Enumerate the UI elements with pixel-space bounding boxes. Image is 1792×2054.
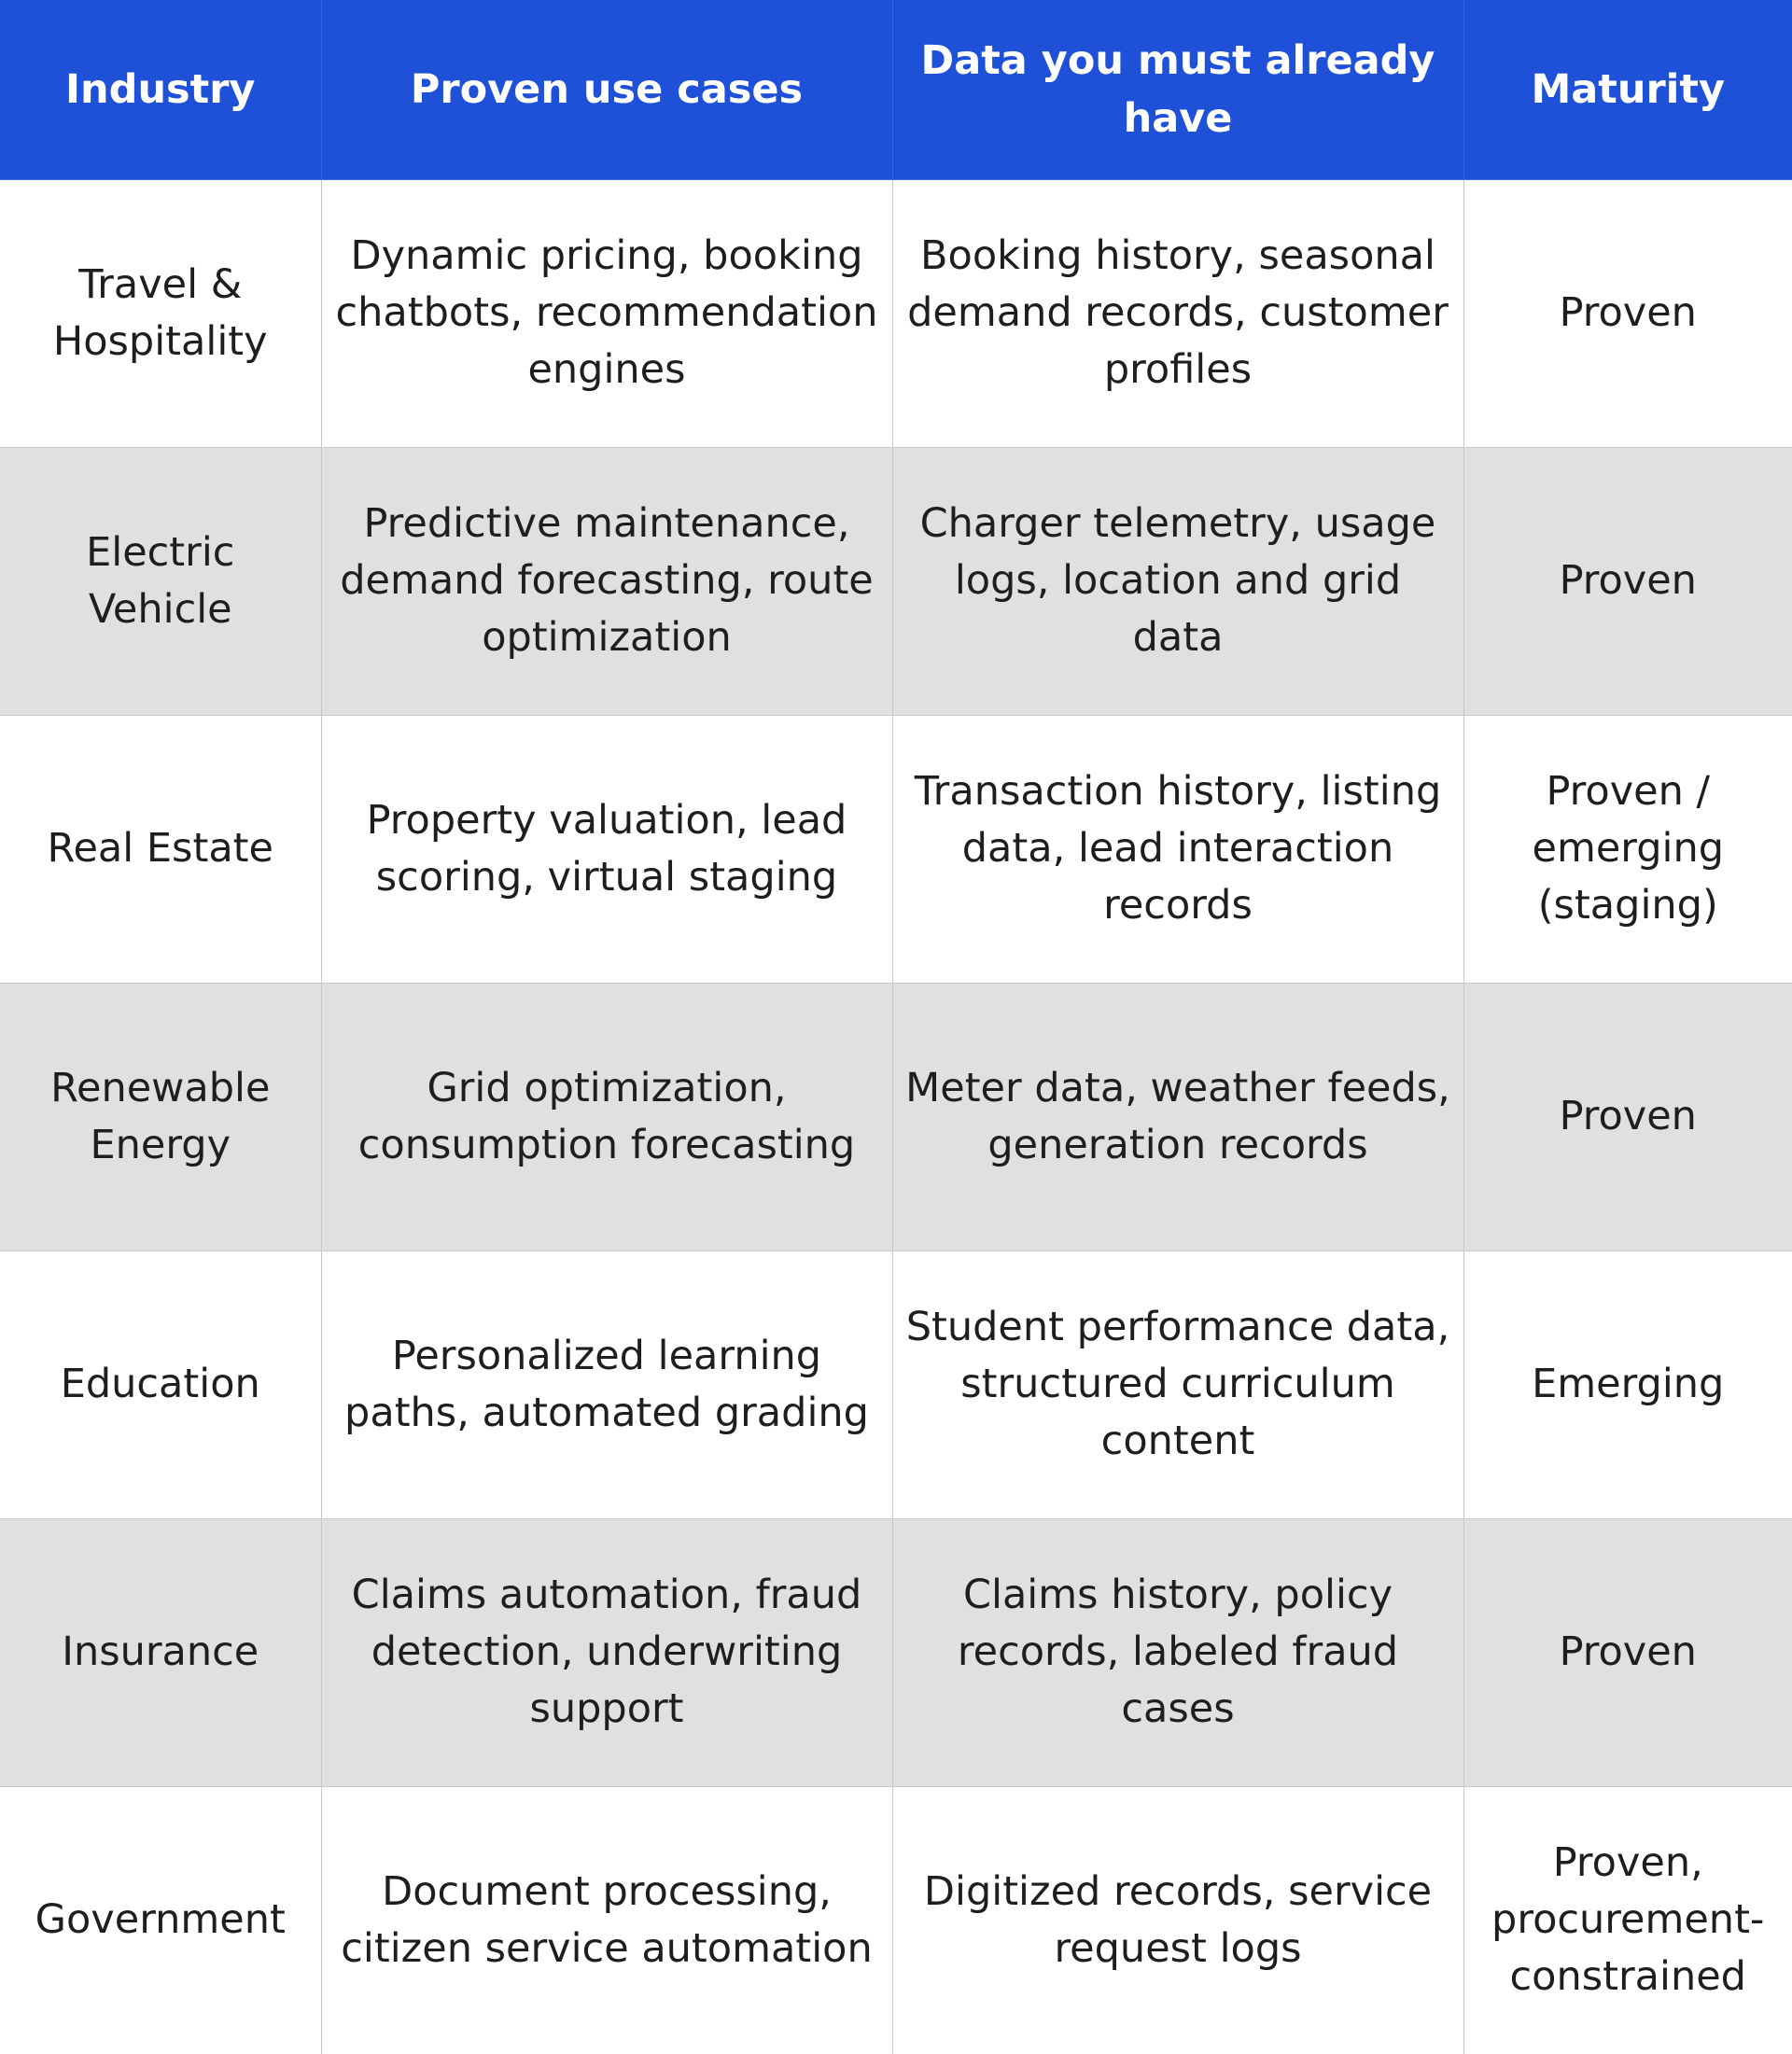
cell-use-cases: Dynamic pricing, booking chatbots, recommendation engines xyxy=(321,179,892,447)
cell-maturity: Proven xyxy=(1463,179,1792,447)
cell-use-cases: Claims automation, fraud detection, underwriting support xyxy=(321,1518,892,1786)
header-row xyxy=(0,0,1792,179)
cell-use-cases: Grid optimization, consumption forecasting xyxy=(321,983,892,1251)
table-header xyxy=(0,0,1792,179)
table-body xyxy=(0,179,1792,2054)
table-row xyxy=(0,1251,1792,1518)
cell-industry: Insurance xyxy=(0,1518,321,1786)
header-maturity: Maturity xyxy=(1463,0,1792,179)
cell-maturity: Proven xyxy=(1463,983,1792,1251)
cell-industry: Electric Vehicle xyxy=(0,447,321,715)
table-row xyxy=(0,1786,1792,2054)
cell-industry: Renewable Energy xyxy=(0,983,321,1251)
cell-data-needed: Booking history, seasonal demand records, customer profiles xyxy=(892,179,1463,447)
cell-data-needed: Claims history, policy records, labeled fraud cases xyxy=(892,1518,1463,1786)
cell-maturity: Proven / emerging (staging) xyxy=(1463,715,1792,983)
cell-maturity: Proven xyxy=(1463,447,1792,715)
cell-data-needed: Meter data, weather feeds, generation records xyxy=(892,983,1463,1251)
cell-industry: Education xyxy=(0,1251,321,1518)
header-use-cases: Proven use cases xyxy=(321,0,892,179)
table-row xyxy=(0,447,1792,715)
cell-data-needed: Charger telemetry, usage logs, location and grid data xyxy=(892,447,1463,715)
cell-use-cases: Property valuation, lead scoring, virtual staging xyxy=(321,715,892,983)
cell-industry: Government xyxy=(0,1786,321,2054)
cell-maturity: Proven xyxy=(1463,1518,1792,1786)
cell-use-cases: Predictive maintenance, demand forecasting, route optimization xyxy=(321,447,892,715)
header-data-needed: Data you must already have xyxy=(892,0,1463,179)
header-industry: Industry xyxy=(0,0,321,179)
cell-use-cases: Personalized learning paths, automated grading xyxy=(321,1251,892,1518)
cell-industry: Real Estate xyxy=(0,715,321,983)
cell-data-needed: Transaction history, listing data, lead interaction records xyxy=(892,715,1463,983)
cell-maturity: Emerging xyxy=(1463,1251,1792,1518)
cell-data-needed: Student performance data, structured curriculum content xyxy=(892,1251,1463,1518)
cell-data-needed: Digitized records, service request logs xyxy=(892,1786,1463,2054)
table-row xyxy=(0,983,1792,1251)
table-row xyxy=(0,715,1792,983)
table-row xyxy=(0,179,1792,447)
cell-use-cases: Document processing, citizen service automation xyxy=(321,1786,892,2054)
cell-maturity: Proven, procurement-constrained xyxy=(1463,1786,1792,2054)
cell-industry: Travel & Hospitality xyxy=(0,179,321,447)
table-row xyxy=(0,1518,1792,1786)
